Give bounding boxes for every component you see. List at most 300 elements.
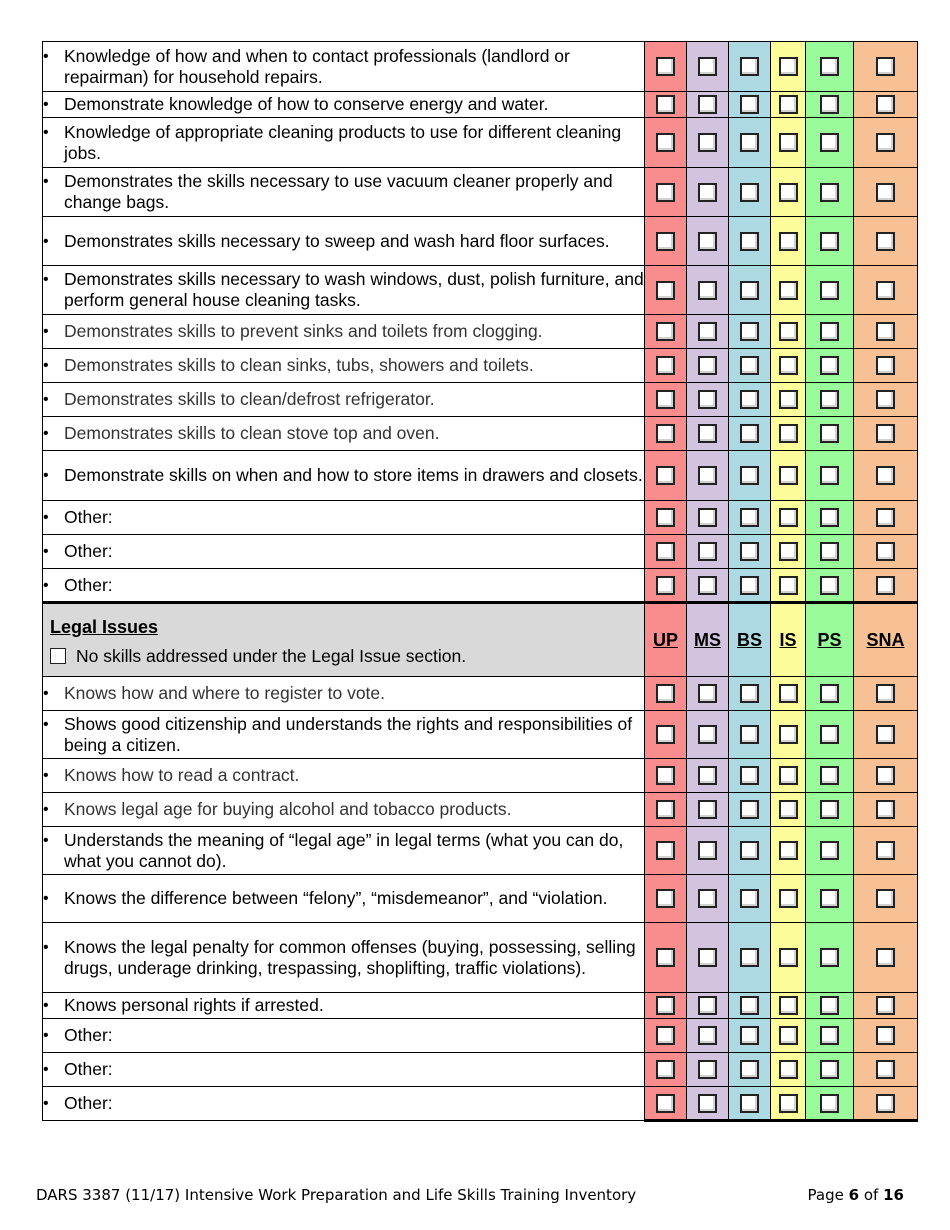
checkbox-bs[interactable] bbox=[740, 466, 759, 485]
rating-cell-sna bbox=[854, 923, 918, 993]
rating-cell-sna bbox=[854, 451, 918, 501]
rating-cell-ps bbox=[806, 118, 854, 168]
checkbox-bs[interactable] bbox=[740, 996, 759, 1015]
checkbox-ps[interactable] bbox=[820, 996, 839, 1015]
checkbox-bs[interactable] bbox=[740, 322, 759, 341]
checkbox-is[interactable] bbox=[779, 466, 798, 485]
checkbox-up[interactable] bbox=[656, 1026, 675, 1045]
checkbox-sna[interactable] bbox=[876, 766, 895, 785]
skill-description bbox=[43, 315, 645, 349]
checkbox-up[interactable] bbox=[656, 841, 675, 860]
checkbox-up[interactable] bbox=[656, 95, 675, 114]
checkbox-bs[interactable] bbox=[740, 95, 759, 114]
checkbox-sna[interactable] bbox=[876, 322, 895, 341]
bullet-icon: • bbox=[43, 831, 49, 849]
table-row bbox=[43, 451, 918, 501]
checkbox-ps[interactable] bbox=[820, 281, 839, 300]
skill-text: Knows legal age for buying alcohol and tobacco products. bbox=[64, 799, 512, 819]
checkbox-bs[interactable] bbox=[740, 508, 759, 527]
checkbox-is[interactable] bbox=[779, 390, 798, 409]
rating-cell-bs bbox=[729, 1019, 771, 1053]
rating-cell-ps bbox=[806, 711, 854, 759]
table-row bbox=[43, 569, 918, 603]
rating-cell-ps bbox=[806, 92, 854, 118]
checkbox-ms[interactable] bbox=[698, 183, 717, 202]
rating-cell-is bbox=[771, 501, 806, 535]
rating-cell-ps bbox=[806, 266, 854, 315]
checkbox-ms[interactable] bbox=[698, 466, 717, 485]
checkbox-up[interactable] bbox=[656, 684, 675, 703]
checkbox-ps[interactable] bbox=[820, 766, 839, 785]
rating-cell-is bbox=[771, 383, 806, 417]
checkbox-ms[interactable] bbox=[698, 948, 717, 967]
checkbox-sna[interactable] bbox=[876, 133, 895, 152]
checkbox-sna[interactable] bbox=[876, 576, 895, 595]
rating-cell-sna bbox=[854, 92, 918, 118]
checkbox-ms[interactable] bbox=[698, 508, 717, 527]
checkbox-sna[interactable] bbox=[876, 356, 895, 375]
checkbox-sna[interactable] bbox=[876, 466, 895, 485]
bullet-icon: • bbox=[43, 271, 49, 288]
checkbox-ps[interactable] bbox=[820, 356, 839, 375]
rating-cell-up bbox=[645, 501, 687, 535]
rating-cell-is bbox=[771, 168, 806, 217]
skill-description bbox=[43, 1087, 645, 1121]
checkbox-is[interactable] bbox=[779, 800, 798, 819]
skill-description bbox=[43, 217, 645, 266]
checkbox-bs[interactable] bbox=[740, 232, 759, 251]
checkbox-ps[interactable] bbox=[820, 508, 839, 527]
rating-cell-bs bbox=[729, 535, 771, 569]
rating-cell-up bbox=[645, 569, 687, 603]
rating-cell-up bbox=[645, 349, 687, 383]
checkbox-ms[interactable] bbox=[698, 542, 717, 561]
checkbox-bs[interactable] bbox=[740, 841, 759, 860]
rating-cell-is bbox=[771, 1019, 806, 1053]
bullet-icon: • bbox=[43, 425, 49, 442]
skill-description bbox=[43, 349, 645, 383]
checkbox-bs[interactable] bbox=[740, 766, 759, 785]
rating-cell-ps bbox=[806, 168, 854, 217]
table-row bbox=[43, 92, 918, 118]
rating-cell-bs bbox=[729, 501, 771, 535]
checkbox-is[interactable] bbox=[779, 356, 798, 375]
checkbox-sna[interactable] bbox=[876, 390, 895, 409]
rating-cell-up bbox=[645, 827, 687, 875]
rating-cell-bs bbox=[729, 711, 771, 759]
bullet-icon: • bbox=[43, 47, 49, 65]
rating-cell-ps bbox=[806, 993, 854, 1019]
checkbox-ps[interactable] bbox=[820, 183, 839, 202]
table-row bbox=[43, 217, 918, 266]
rating-cell-ps bbox=[806, 535, 854, 569]
rating-cell-sna bbox=[854, 1053, 918, 1087]
checkbox-sna[interactable] bbox=[876, 800, 895, 819]
rating-cell-bs bbox=[729, 677, 771, 711]
skill-text: Knows how and where to register to vote. bbox=[64, 683, 386, 703]
skill-description bbox=[43, 383, 645, 417]
checkbox-up[interactable] bbox=[656, 322, 675, 341]
checkbox-bs[interactable] bbox=[740, 1094, 759, 1113]
skill-description bbox=[43, 417, 645, 451]
checkbox-ms[interactable] bbox=[698, 322, 717, 341]
checkbox-up[interactable] bbox=[656, 948, 675, 967]
checkbox-ps[interactable] bbox=[820, 889, 839, 908]
checkbox-ms[interactable] bbox=[698, 841, 717, 860]
checkbox-is[interactable] bbox=[779, 1094, 798, 1113]
checkbox-ms[interactable] bbox=[698, 800, 717, 819]
checkbox-is[interactable] bbox=[779, 95, 798, 114]
rating-cell-is bbox=[771, 42, 806, 92]
checkbox-sna[interactable] bbox=[876, 95, 895, 114]
checkbox-up[interactable] bbox=[656, 356, 675, 375]
rating-cell-up bbox=[645, 92, 687, 118]
rating-cell-bs bbox=[729, 92, 771, 118]
rating-cell-is bbox=[771, 993, 806, 1019]
rating-cell-up bbox=[645, 993, 687, 1019]
skill-text: Other: bbox=[64, 541, 113, 561]
checkbox-ps[interactable] bbox=[820, 95, 839, 114]
checkbox-ps[interactable] bbox=[820, 841, 839, 860]
checkbox-sna[interactable] bbox=[876, 725, 895, 744]
bullet-icon: • bbox=[43, 96, 49, 113]
bullet-icon: • bbox=[43, 938, 49, 956]
bullet-icon: • bbox=[43, 1027, 49, 1044]
bullet-icon: • bbox=[43, 323, 49, 340]
checkbox-ps[interactable] bbox=[820, 948, 839, 967]
skill-text: Demonstrates skills to clean stove top and oven. bbox=[64, 423, 440, 443]
checkbox-is[interactable] bbox=[779, 281, 798, 300]
checkbox-sna[interactable] bbox=[876, 232, 895, 251]
checkbox-bs[interactable] bbox=[740, 183, 759, 202]
column-header-sna: SNA bbox=[854, 603, 918, 677]
checkbox-ps[interactable] bbox=[820, 1094, 839, 1113]
rating-cell-ps bbox=[806, 349, 854, 383]
rating-cell-up bbox=[645, 1053, 687, 1087]
skill-description bbox=[43, 266, 645, 315]
checkbox-sna[interactable] bbox=[876, 889, 895, 908]
rating-cell-is bbox=[771, 118, 806, 168]
rating-cell-ps bbox=[806, 42, 854, 92]
checkbox-sna[interactable] bbox=[876, 183, 895, 202]
rating-cell-ms bbox=[687, 1087, 729, 1121]
rating-cell-bs bbox=[729, 383, 771, 417]
skill-description bbox=[43, 827, 645, 875]
bullet-icon: • bbox=[43, 715, 49, 733]
table-row bbox=[43, 793, 918, 827]
checkbox-ps[interactable] bbox=[820, 800, 839, 819]
checkbox-is[interactable] bbox=[779, 1026, 798, 1045]
checkbox-sna[interactable] bbox=[876, 281, 895, 300]
checkbox-ms[interactable] bbox=[698, 1060, 717, 1079]
table-row bbox=[43, 315, 918, 349]
checkbox-ms[interactable] bbox=[698, 356, 717, 375]
rating-cell-is bbox=[771, 759, 806, 793]
rating-cell-ms bbox=[687, 677, 729, 711]
skill-text: Demonstrates skills to clean sinks, tubs, showers and toilets. bbox=[64, 355, 534, 375]
rating-cell-is bbox=[771, 923, 806, 993]
skill-description bbox=[43, 677, 645, 711]
checkbox-ms[interactable] bbox=[698, 57, 717, 76]
checkbox-ms[interactable] bbox=[698, 232, 717, 251]
checkbox-up[interactable] bbox=[656, 725, 675, 744]
checkbox-bs[interactable] bbox=[740, 356, 759, 375]
rating-cell-up bbox=[645, 923, 687, 993]
table-row bbox=[43, 677, 918, 711]
checkbox-bs[interactable] bbox=[740, 281, 759, 300]
rating-cell-ps bbox=[806, 793, 854, 827]
skill-text: Shows good citizenship and understands the rights and responsibilities of being a citizen. bbox=[64, 713, 633, 755]
rating-cell-is bbox=[771, 92, 806, 118]
rating-cell-is bbox=[771, 315, 806, 349]
rating-cell-up bbox=[645, 217, 687, 266]
checkbox-is[interactable] bbox=[779, 1060, 798, 1079]
rating-cell-ms bbox=[687, 569, 729, 603]
rating-cell-ms bbox=[687, 1019, 729, 1053]
bullet-icon: • bbox=[43, 1061, 49, 1078]
checkbox-is[interactable] bbox=[779, 183, 798, 202]
table-row bbox=[43, 42, 918, 92]
rating-cell-up bbox=[645, 315, 687, 349]
rating-cell-is bbox=[771, 793, 806, 827]
checkbox-bs[interactable] bbox=[740, 424, 759, 443]
bullet-icon: • bbox=[43, 391, 49, 408]
checkbox-is[interactable] bbox=[779, 232, 798, 251]
table-row bbox=[43, 993, 918, 1019]
checkbox-up[interactable] bbox=[656, 800, 675, 819]
rating-cell-bs bbox=[729, 315, 771, 349]
checkbox-up[interactable] bbox=[656, 996, 675, 1015]
checkbox-ps[interactable] bbox=[820, 232, 839, 251]
rating-cell-ps bbox=[806, 217, 854, 266]
bullet-icon: • bbox=[43, 173, 49, 190]
checkbox-ps[interactable] bbox=[820, 133, 839, 152]
table-row bbox=[43, 1053, 918, 1087]
bullet-icon: • bbox=[43, 576, 49, 594]
checkbox-up[interactable] bbox=[656, 542, 675, 561]
checkbox-up[interactable] bbox=[656, 508, 675, 527]
checkbox-sna[interactable] bbox=[876, 57, 895, 76]
bullet-icon: • bbox=[43, 509, 49, 526]
checkbox-sna[interactable] bbox=[876, 684, 895, 703]
checkbox-ps[interactable] bbox=[820, 57, 839, 76]
skill-text: Knowledge of how and when to contact professionals (landlord or repairman) for household repairs. bbox=[64, 45, 570, 87]
rating-cell-ps bbox=[806, 417, 854, 451]
table-row bbox=[43, 923, 918, 993]
checkbox-is[interactable] bbox=[779, 133, 798, 152]
rating-cell-bs bbox=[729, 42, 771, 92]
rating-cell-is bbox=[771, 535, 806, 569]
column-header-up: UP bbox=[645, 603, 687, 677]
checkbox-up[interactable] bbox=[656, 183, 675, 202]
rating-cell-ps bbox=[806, 677, 854, 711]
rating-cell-sna bbox=[854, 266, 918, 315]
rating-cell-up bbox=[645, 266, 687, 315]
bullet-icon: • bbox=[43, 997, 49, 1014]
legal-issues-section-header bbox=[43, 603, 918, 677]
rating-cell-bs bbox=[729, 923, 771, 993]
rating-cell-bs bbox=[729, 1053, 771, 1087]
checkbox-up[interactable] bbox=[656, 889, 675, 908]
checkbox-sna[interactable] bbox=[876, 1026, 895, 1045]
checkbox-up[interactable] bbox=[656, 424, 675, 443]
checkbox-is[interactable] bbox=[779, 322, 798, 341]
skill-description bbox=[43, 569, 645, 603]
rating-cell-up bbox=[645, 1019, 687, 1053]
section-title: Legal Issues bbox=[50, 616, 159, 637]
checkbox-is[interactable] bbox=[779, 57, 798, 76]
rating-cell-is bbox=[771, 266, 806, 315]
rating-cell-sna bbox=[854, 1019, 918, 1053]
checkbox-ms[interactable] bbox=[698, 725, 717, 744]
rating-cell-bs bbox=[729, 451, 771, 501]
rating-cell-ms bbox=[687, 451, 729, 501]
checkbox-bs[interactable] bbox=[740, 133, 759, 152]
checkbox-is[interactable] bbox=[779, 996, 798, 1015]
checkbox-is[interactable] bbox=[779, 508, 798, 527]
skill-text: Other: bbox=[64, 507, 113, 527]
no-skills-label: No skills addressed under the Legal Issue section. bbox=[76, 645, 467, 666]
checkbox-ps[interactable] bbox=[820, 1026, 839, 1045]
checkbox-sna[interactable] bbox=[876, 1094, 895, 1113]
checkbox-is[interactable] bbox=[779, 948, 798, 967]
column-header-ms: MS bbox=[687, 603, 729, 677]
bullet-icon: • bbox=[43, 685, 49, 702]
skill-text: Demonstrates skills to clean/defrost refrigerator. bbox=[64, 389, 435, 409]
checkbox-ms[interactable] bbox=[698, 424, 717, 443]
checkbox-ms[interactable] bbox=[698, 390, 717, 409]
checkbox-up[interactable] bbox=[656, 390, 675, 409]
column-header-is: IS bbox=[771, 603, 806, 677]
checkbox-ps[interactable] bbox=[820, 424, 839, 443]
rating-cell-up bbox=[645, 759, 687, 793]
checkbox-is[interactable] bbox=[779, 576, 798, 595]
skill-description bbox=[43, 923, 645, 993]
rating-cell-ps bbox=[806, 315, 854, 349]
checkbox-ps[interactable] bbox=[820, 542, 839, 561]
checkbox-ms[interactable] bbox=[698, 889, 717, 908]
rating-cell-sna bbox=[854, 383, 918, 417]
checkbox-sna[interactable] bbox=[876, 948, 895, 967]
skill-description bbox=[43, 92, 645, 118]
checkbox-up[interactable] bbox=[656, 133, 675, 152]
checkbox-sna[interactable] bbox=[876, 996, 895, 1015]
checkbox-bs[interactable] bbox=[740, 725, 759, 744]
checkbox-ps[interactable] bbox=[820, 576, 839, 595]
checkbox-ps[interactable] bbox=[820, 322, 839, 341]
checkbox-up[interactable] bbox=[656, 57, 675, 76]
checkbox-ps[interactable] bbox=[820, 466, 839, 485]
rating-cell-bs bbox=[729, 793, 771, 827]
checkbox-ms[interactable] bbox=[698, 684, 717, 703]
checkbox-sna[interactable] bbox=[876, 424, 895, 443]
skill-description bbox=[43, 793, 645, 827]
bullet-icon: • bbox=[43, 543, 49, 560]
checkbox-ps[interactable] bbox=[820, 684, 839, 703]
checkbox-sna[interactable] bbox=[876, 508, 895, 527]
rating-cell-sna bbox=[854, 168, 918, 217]
checkbox-ps[interactable] bbox=[820, 725, 839, 744]
rating-cell-bs bbox=[729, 569, 771, 603]
checkbox-up[interactable] bbox=[656, 576, 675, 595]
rating-cell-up bbox=[645, 417, 687, 451]
rating-cell-up bbox=[645, 677, 687, 711]
checkbox-bs[interactable] bbox=[740, 684, 759, 703]
checkbox-bs[interactable] bbox=[740, 948, 759, 967]
bullet-icon: • bbox=[43, 357, 49, 374]
rating-cell-is bbox=[771, 417, 806, 451]
checkbox-ps[interactable] bbox=[820, 390, 839, 409]
rating-cell-sna bbox=[854, 759, 918, 793]
checkbox-bs[interactable] bbox=[740, 1060, 759, 1079]
skill-text: Other: bbox=[64, 1059, 113, 1079]
checkbox-is[interactable] bbox=[779, 841, 798, 860]
rating-cell-up bbox=[645, 793, 687, 827]
skill-description bbox=[43, 168, 645, 217]
skill-text: Knows the legal penalty for common offenses (buying, possessing, selling drugs, underage drinking, trespassing, shoplifting, traffic violations). bbox=[64, 936, 636, 978]
checkbox-bs[interactable] bbox=[740, 576, 759, 595]
checkbox-is[interactable] bbox=[779, 684, 798, 703]
column-header-ps: PS bbox=[806, 603, 854, 677]
checkbox-ms[interactable] bbox=[698, 1094, 717, 1113]
skill-description bbox=[43, 759, 645, 793]
table-row bbox=[43, 1019, 918, 1053]
checkbox-up[interactable] bbox=[656, 232, 675, 251]
rating-cell-ms bbox=[687, 92, 729, 118]
checkbox-bs[interactable] bbox=[740, 800, 759, 819]
checkbox-up[interactable] bbox=[656, 1060, 675, 1079]
column-header-bs: BS bbox=[729, 603, 771, 677]
page-number: Page 6 of 16 bbox=[807, 1186, 904, 1204]
checkbox-ms[interactable] bbox=[698, 766, 717, 785]
checkbox-is[interactable] bbox=[779, 889, 798, 908]
skill-text: Knows personal rights if arrested. bbox=[64, 995, 324, 1015]
rating-cell-ms bbox=[687, 793, 729, 827]
checkbox-bs[interactable] bbox=[740, 57, 759, 76]
checkbox-sna[interactable] bbox=[876, 841, 895, 860]
checkbox-ms[interactable] bbox=[698, 95, 717, 114]
checkbox-bs[interactable] bbox=[740, 889, 759, 908]
no-skills-checkbox[interactable] bbox=[50, 648, 66, 664]
checkbox-up[interactable] bbox=[656, 466, 675, 485]
checkbox-is[interactable] bbox=[779, 542, 798, 561]
checkbox-is[interactable] bbox=[779, 424, 798, 443]
checkbox-is[interactable] bbox=[779, 725, 798, 744]
checkbox-up[interactable] bbox=[656, 1094, 675, 1113]
checkbox-ms[interactable] bbox=[698, 996, 717, 1015]
rating-cell-up bbox=[645, 535, 687, 569]
rating-cell-up bbox=[645, 1087, 687, 1121]
checkbox-ms[interactable] bbox=[698, 1026, 717, 1045]
checkbox-bs[interactable] bbox=[740, 542, 759, 561]
checkbox-ms[interactable] bbox=[698, 281, 717, 300]
checkbox-sna[interactable] bbox=[876, 542, 895, 561]
rating-cell-bs bbox=[729, 875, 771, 923]
checkbox-sna[interactable] bbox=[876, 1060, 895, 1079]
table-row bbox=[43, 827, 918, 875]
checkbox-ps[interactable] bbox=[820, 1060, 839, 1079]
checkbox-up[interactable] bbox=[656, 766, 675, 785]
checkbox-is[interactable] bbox=[779, 766, 798, 785]
checkbox-ms[interactable] bbox=[698, 576, 717, 595]
checkbox-bs[interactable] bbox=[740, 390, 759, 409]
checkbox-bs[interactable] bbox=[740, 1026, 759, 1045]
rating-cell-up bbox=[645, 118, 687, 168]
checkbox-ms[interactable] bbox=[698, 133, 717, 152]
table-row bbox=[43, 266, 918, 315]
checkbox-up[interactable] bbox=[656, 281, 675, 300]
table-row bbox=[43, 759, 918, 793]
